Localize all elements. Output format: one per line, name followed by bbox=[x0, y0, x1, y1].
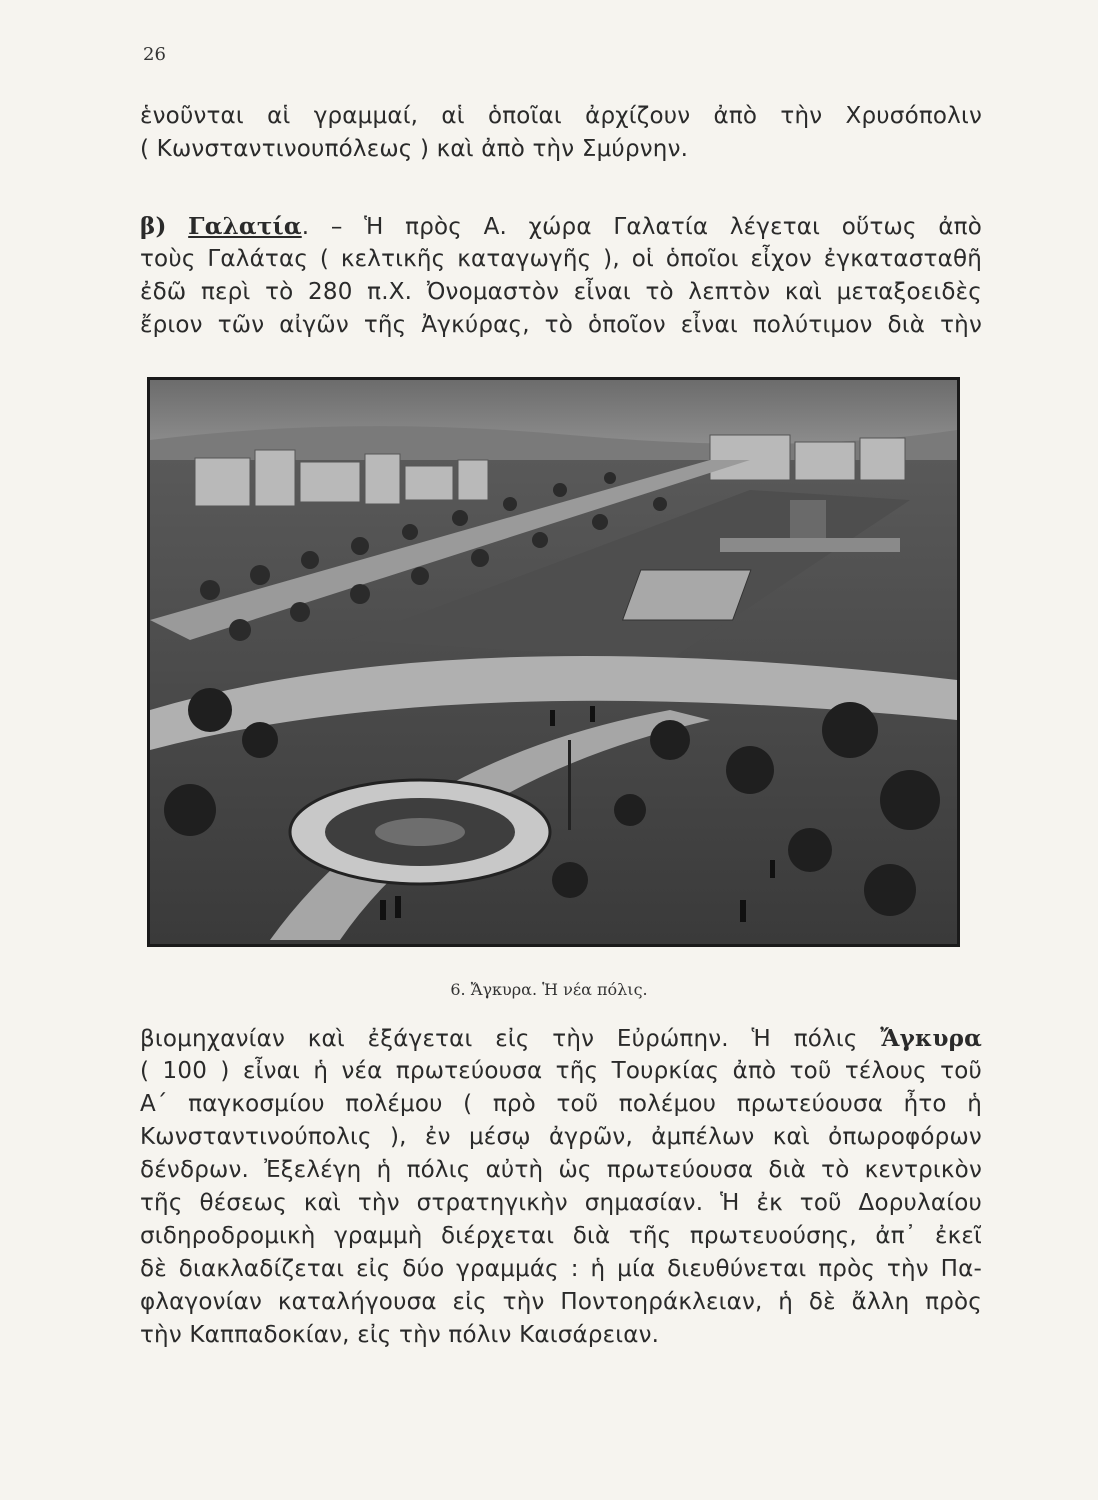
continuation-paragraph bbox=[140, 1022, 982, 1352]
text-line: δένδρων. Ἐξελέγη ἡ πόλις αὐτὴ ὡς πρωτεύουσα διὰ τὸ κεντρικὸν bbox=[140, 1157, 982, 1183]
text-line-start: βιομηχανίαν καὶ ἐξάγεται εἰς τὴν Εὐρώπην. Ἡ πόλις bbox=[140, 1026, 881, 1052]
text-line: φλαγονίαν καταλήγουσα εἰς τὴν Ποντοηράκλειαν, ἡ δὲ ἄλλη πρὸς bbox=[140, 1289, 982, 1315]
text-line: ( Κωνσταντινουπόλεως ) καὶ ἀπὸ τὴν Σμύρνην. bbox=[140, 136, 689, 162]
intro-paragraph bbox=[140, 100, 982, 166]
section-first-line-text: . – Ἡ πρὸς Α. χώρα Γαλατία λέγεται οὕτως ἀπὸ bbox=[301, 214, 982, 240]
city-park-illustration bbox=[150, 380, 957, 944]
text-line: Κωνσταντινούπολις ), ἐν μέσῳ ἀγρῶν, ἀμπέλων καὶ ὀπωροφόρων bbox=[140, 1124, 982, 1150]
text-line: ἔριον τῶν αἰγῶν τῆς Ἀγκύρας, τὸ ὁποῖον εἶναι πολύτιμον διὰ τὴν bbox=[140, 312, 982, 338]
text-line: τὴν Καππαδοκίαν, εἰς τὴν πόλιν Καισάρειαν. bbox=[140, 1322, 660, 1348]
text-line: τῆς θέσεως καὶ τὴν στρατηγικὴν σημασίαν. Ἡ ἐκ τοῦ Δορυλαίου bbox=[140, 1190, 982, 1216]
text-line: σιδηροδρομικὴ γραμμὴ διέρχεται διὰ τῆς πρωτευούσης, ἀπ᾽ ἐκεῖ bbox=[140, 1223, 982, 1249]
text-line: τοὺς Γαλάτας ( κελτικῆς καταγωγῆς ), οἱ ὁποῖοι εἶχον ἐγκατασταθῆ bbox=[140, 246, 982, 272]
section-heading-line bbox=[140, 210, 982, 243]
ankara-photograph bbox=[147, 377, 960, 947]
text-line: ( 100 ) εἶναι ἡ νέα πρωτεύουσα τῆς Τουρκίας ἀπὸ τοῦ τέλους τοῦ bbox=[140, 1058, 982, 1084]
text-line: ἐδῶ περὶ τὸ 280 π.Χ. Ὀνομαστὸν εἶναι τὸ λεπτὸν καὶ μεταξοειδὲς bbox=[140, 279, 982, 305]
page-number: 26 bbox=[143, 44, 166, 65]
figure-caption: 6. Ἄγκυρα. Ἡ νέα πόλις. bbox=[450, 980, 648, 999]
section-title: Γαλατία bbox=[188, 213, 302, 240]
section-label: β) bbox=[140, 213, 167, 240]
ankara-bold: Ἄγκυρα bbox=[880, 1025, 982, 1052]
section-galatia bbox=[140, 210, 982, 342]
text-line: ἑνοῦνται αἱ γραμμαί, αἱ ὁποῖαι ἀρχίζουν ἀπὸ τὴν Χρυσόπολιν bbox=[140, 103, 982, 129]
text-line: δὲ διακλαδίζεται εἰς δύο γραμμάς : ἡ μία διευθύνεται πρὸς τὴν Πα- bbox=[140, 1256, 982, 1282]
text-line: Α΄ παγκοσμίου πολέμου ( πρὸ τοῦ πολέμου πρωτεύουσα ἦτο ἡ bbox=[140, 1091, 982, 1117]
text-line bbox=[140, 1022, 982, 1055]
